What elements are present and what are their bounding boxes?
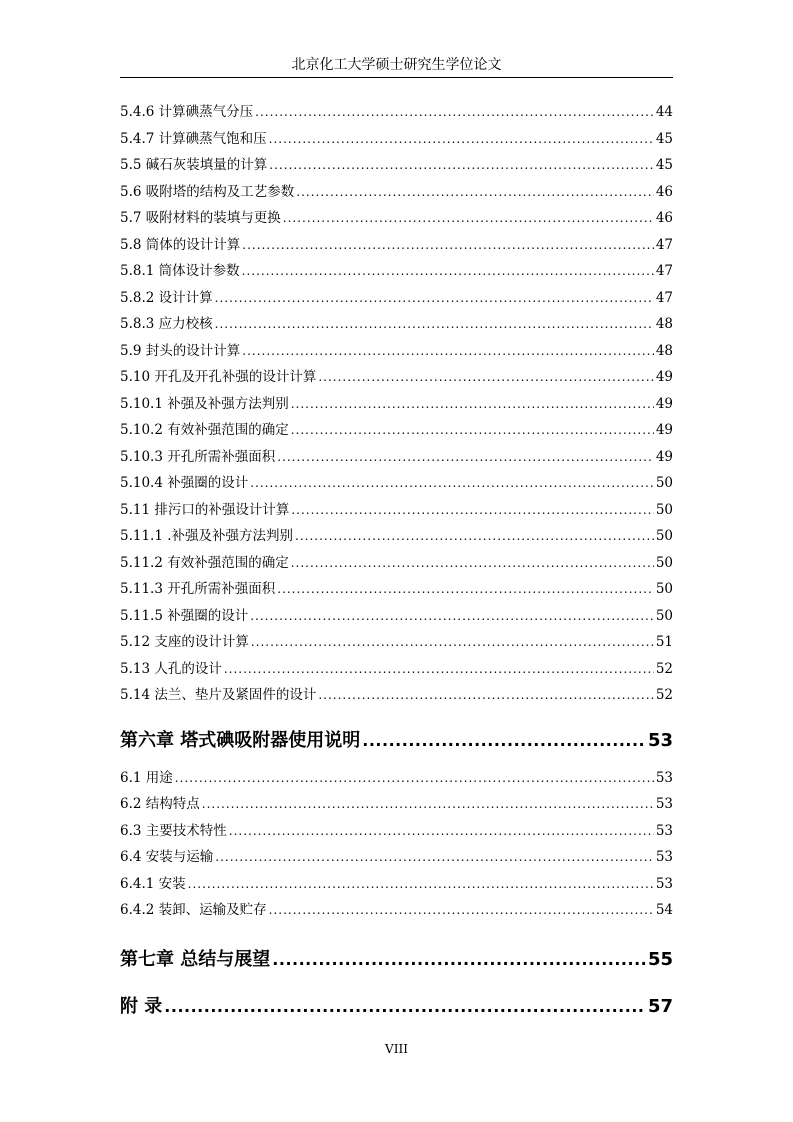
toc-entry-page: 52 [655, 687, 673, 703]
toc-entry[interactable] [120, 391, 673, 418]
toc-entry[interactable] [120, 629, 673, 656]
toc-entry[interactable] [120, 417, 673, 444]
toc-leader-dots [296, 179, 654, 206]
toc-leader-dots [215, 844, 654, 871]
toc-entry-label: 5.12 支座的设计计算 [120, 634, 249, 650]
toc-entry-label: 6.1 用途 [120, 769, 173, 786]
toc-entry-page: 53 [655, 796, 673, 812]
toc-leader-dots [164, 989, 646, 1025]
toc-leader-dots [215, 311, 654, 338]
toc-leader-dots [291, 391, 654, 418]
toc-entry[interactable] [120, 765, 673, 792]
toc-leader-dots [318, 364, 653, 391]
toc-entry[interactable] [120, 682, 673, 709]
toc-entry-page: 52 [655, 660, 673, 677]
toc-entry[interactable] [120, 99, 673, 126]
toc-entry-label: 5.10.3 开孔所需补强面积 [120, 448, 276, 465]
toc-entry-label: 5.11.1 .补强及补强方法判别 [120, 528, 294, 544]
toc-entry[interactable] [120, 258, 673, 285]
toc-chapter-page: 55 [647, 948, 673, 970]
toc-entry-page: 46 [655, 183, 673, 200]
toc-entry-page: 50 [655, 607, 673, 624]
toc-appendix[interactable] [120, 989, 673, 1025]
toc-entry-label: 5.9 封头的设计计算 [120, 342, 241, 359]
toc-leader-dots [269, 897, 654, 924]
toc-chapter-page: 53 [647, 729, 673, 751]
toc-entry-label: 5.8.1 筒体设计参数 [120, 263, 240, 279]
toc-entry-page: 45 [655, 130, 673, 147]
toc-leader-dots [175, 765, 654, 792]
toc-entry-label: 5.5 碱石灰装填量的计算 [120, 157, 268, 173]
toc-entry[interactable] [120, 897, 673, 924]
toc-entry[interactable] [120, 818, 673, 845]
toc-leader-dots [188, 871, 654, 898]
table-of-contents [120, 99, 673, 1025]
toc-leader-dots [224, 656, 654, 683]
toc-leader-dots [318, 682, 653, 709]
toc-entry-label: 5.8.2 设计计算 [120, 289, 213, 306]
toc-entry-label: 5.10.4 补强圈的设计 [120, 475, 249, 491]
toc-entry[interactable] [120, 232, 673, 259]
toc-entry[interactable] [120, 844, 673, 871]
toc-entry-page: 47 [655, 236, 673, 253]
toc-entry-page: 49 [655, 448, 673, 465]
toc-leader-dots [250, 470, 654, 497]
toc-entry-page: 50 [655, 581, 673, 597]
toc-entry-label: 6.4.2 装卸、运输及贮存 [120, 902, 267, 918]
toc-leader-dots [251, 629, 654, 656]
toc-entry-label: 5.11.5 补强圈的设计 [120, 607, 249, 624]
toc-entry-page: 47 [655, 289, 673, 306]
toc-entry[interactable] [120, 179, 673, 206]
toc-chapter-page: 57 [647, 995, 673, 1017]
toc-section-6-entries [120, 765, 673, 924]
toc-entry-label: 5.11.3 开孔所需补强面积 [120, 581, 276, 597]
toc-leader-dots [291, 497, 653, 524]
toc-leader-dots [269, 152, 654, 179]
toc-leader-dots [283, 205, 654, 232]
toc-entry-page: 50 [655, 475, 673, 491]
header-title: 北京化工大学硕士研究生学位论文 [291, 57, 502, 73]
toc-entry[interactable] [120, 791, 673, 818]
toc-entry-page: 53 [655, 875, 673, 892]
toc-leader-dots [295, 523, 654, 550]
toc-entry-label: 5.6 吸附塔的结构及工艺参数 [120, 183, 295, 200]
toc-leader-dots [255, 99, 654, 126]
toc-leader-dots [242, 232, 654, 259]
toc-entry-label: 5.14 法兰、垫片及紧固件的设计 [120, 687, 317, 703]
toc-entry-page: 49 [655, 422, 673, 438]
toc-entry[interactable] [120, 364, 673, 391]
toc-entry-label: 5.4.7 计算碘蒸气饱和压 [120, 130, 267, 147]
toc-entry-label: 5.11.2 有效补强范围的确定 [120, 554, 289, 571]
toc-chapter-label: 附 录 [120, 995, 163, 1017]
toc-entry-page: 50 [655, 528, 673, 544]
toc-leader-dots [242, 258, 654, 285]
toc-chapter-6[interactable] [120, 723, 673, 759]
toc-leader-dots [202, 791, 654, 818]
toc-entry-page: 53 [655, 822, 673, 839]
toc-entry-page: 46 [655, 210, 673, 226]
toc-entry[interactable] [120, 205, 673, 232]
toc-entry-label: 6.2 结构特点 [120, 796, 200, 812]
toc-chapter-7[interactable] [120, 942, 673, 978]
toc-entry-page: 54 [655, 902, 673, 918]
toc-entry-label: 6.4 安装与运输 [120, 849, 214, 865]
toc-entry-page: 49 [655, 395, 673, 412]
toc-entry-label: 5.11 排污口的补强设计计算 [120, 501, 290, 518]
toc-entry-page: 44 [655, 104, 673, 120]
toc-entry[interactable] [120, 126, 673, 153]
toc-entry-label: 5.8 筒体的设计计算 [120, 236, 241, 253]
toc-entry-page: 48 [655, 316, 673, 332]
toc-leader-dots [291, 550, 654, 577]
toc-entry-label: 5.4.6 计算碘蒸气分压 [120, 104, 254, 120]
toc-leader-dots [250, 603, 654, 630]
toc-section-5-entries [120, 99, 673, 709]
toc-entry[interactable] [120, 311, 673, 338]
toc-entry-page: 48 [655, 342, 673, 359]
toc-entry-page: 53 [655, 849, 673, 865]
toc-entry-page: 49 [655, 369, 673, 385]
toc-entry[interactable] [120, 656, 673, 683]
toc-leader-dots [215, 285, 654, 312]
toc-chapter-label: 第六章 塔式碘吸附器使用说明 [120, 729, 361, 751]
toc-entry-page: 45 [655, 157, 673, 173]
toc-chapter-label: 第七章 总结与展望 [120, 948, 271, 970]
toc-entry[interactable] [120, 497, 673, 524]
toc-entry-label: 6.4.1 安装 [120, 875, 186, 892]
toc-entry-page: 53 [655, 769, 673, 786]
toc-leader-dots [277, 576, 654, 603]
page-footer [0, 1042, 793, 1056]
toc-entry[interactable] [120, 338, 673, 365]
running-header [120, 55, 673, 78]
toc-leader-dots [272, 942, 646, 978]
toc-entry-label: 5.10.2 有效补强范围的确定 [120, 422, 289, 438]
toc-entry-label: 5.10.1 补强及补强方法判别 [120, 395, 289, 412]
toc-entry[interactable] [120, 470, 673, 497]
toc-entry[interactable] [120, 550, 673, 577]
toc-leader-dots [229, 818, 654, 845]
toc-entry-label: 5.10 开孔及开孔补强的设计计算 [120, 369, 317, 385]
toc-entry[interactable] [120, 603, 673, 630]
toc-entry-page: 51 [655, 634, 673, 650]
toc-leader-dots [269, 126, 654, 153]
toc-entry-page: 47 [655, 263, 673, 279]
toc-entry[interactable] [120, 871, 673, 898]
toc-leader-dots [291, 417, 654, 444]
toc-entry-page: 50 [655, 554, 673, 571]
toc-entry[interactable] [120, 576, 673, 603]
toc-entry[interactable] [120, 152, 673, 179]
toc-entry[interactable] [120, 285, 673, 312]
toc-entry-label: 6.3 主要技术特性 [120, 822, 227, 839]
toc-entry-label: 5.8.3 应力校核 [120, 316, 213, 332]
toc-leader-dots [277, 444, 654, 471]
toc-entry[interactable] [120, 523, 673, 550]
page-number: VIII [385, 1042, 408, 1056]
toc-leader-dots [242, 338, 654, 365]
toc-leader-dots [362, 723, 646, 759]
toc-entry[interactable] [120, 444, 673, 471]
toc-entry-page: 50 [655, 501, 673, 518]
toc-entry-label: 5.7 吸附材料的装填与更换 [120, 210, 281, 226]
toc-entry-label: 5.13 人孔的设计 [120, 660, 222, 677]
